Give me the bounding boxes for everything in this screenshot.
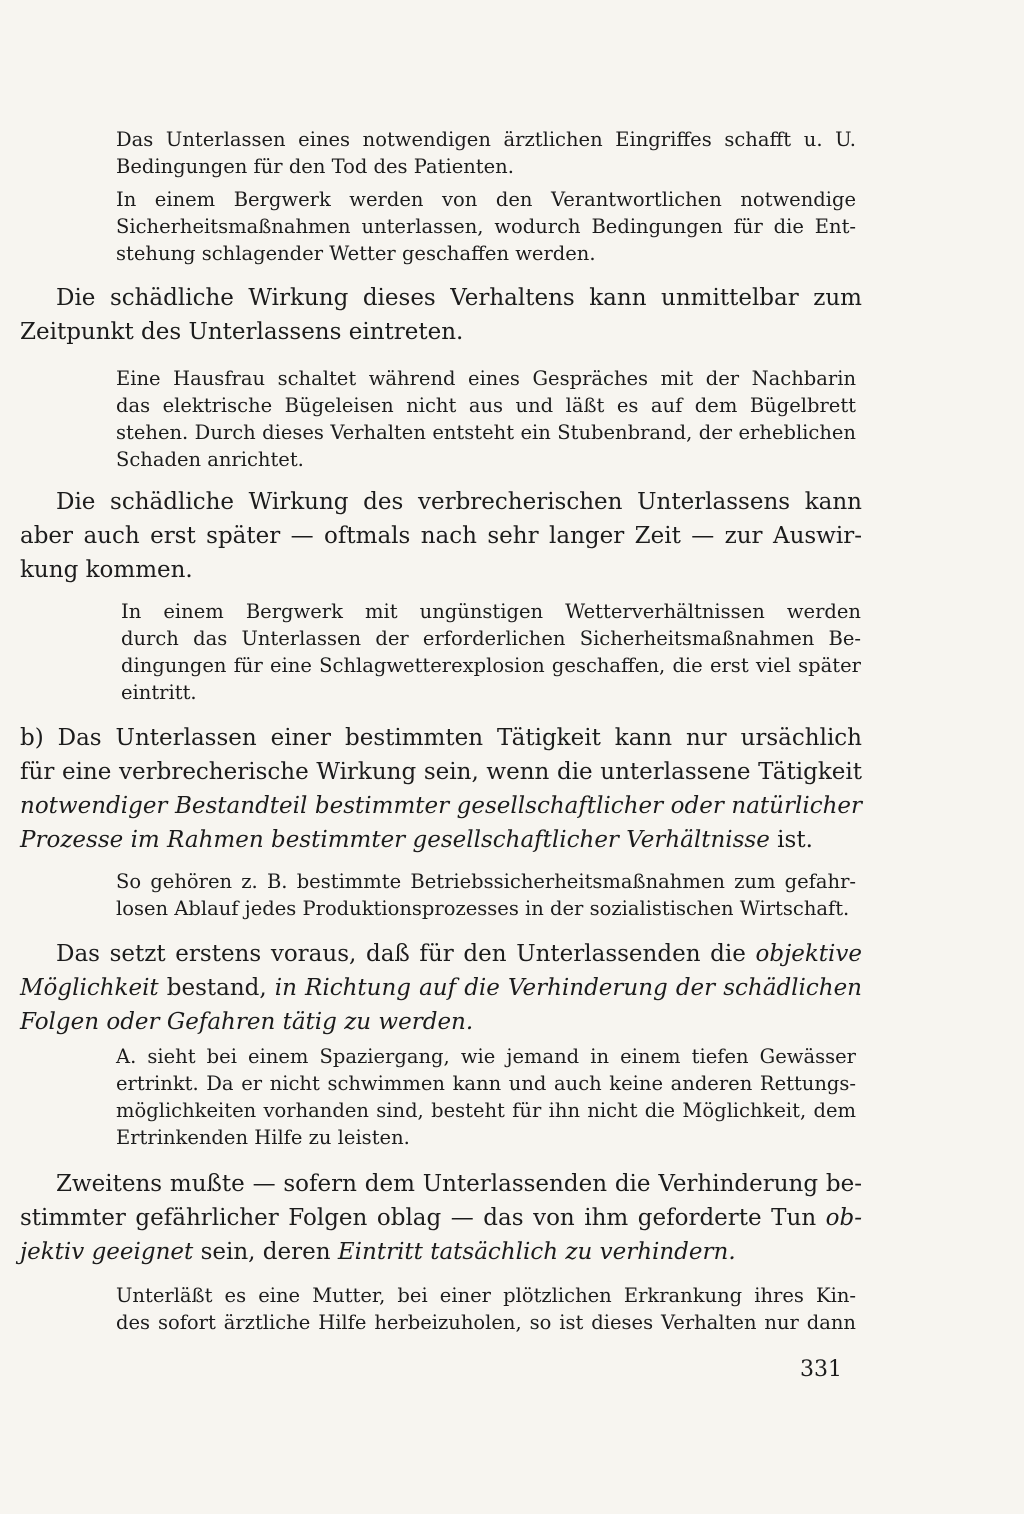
text-run: das elektrische Bügeleisen nicht aus und läßt es auf dem Bügelbrett bbox=[116, 394, 856, 417]
text-run: Schaden anrichtet. bbox=[116, 448, 304, 471]
text-line bbox=[20, 1167, 862, 1201]
text-run: eintritt. bbox=[121, 681, 197, 704]
example-paragraph bbox=[116, 126, 856, 180]
text-line bbox=[20, 823, 862, 857]
text-line bbox=[116, 1124, 856, 1151]
text-run: bestand, bbox=[158, 975, 275, 1001]
text-run: aber auch erst später — oftmals nach sehr langer Zeit — zur Auswir- bbox=[20, 523, 862, 549]
italic-text: Eintritt tatsächlich zu verhindern. bbox=[337, 1239, 736, 1265]
text-run: Die schädliche Wirkung des verbrecherischen Unterlassens kann bbox=[56, 489, 862, 515]
text-run: kung kommen. bbox=[20, 557, 193, 583]
text-line bbox=[116, 186, 856, 213]
text-line bbox=[116, 1097, 856, 1124]
text-line bbox=[116, 365, 856, 392]
text-run: In einem Bergwerk mit ungünstigen Wetterverhältnissen werden bbox=[121, 600, 861, 623]
text-run: losen Ablauf jedes Produktionsprozesses in der sozialistischen Wirtschaft. bbox=[116, 897, 850, 920]
text-run: stehung schlagender Wetter geschaffen werden. bbox=[116, 242, 596, 265]
text-run: Eine Hausfrau schaltet während eines Gespräches mit der Nachbarin bbox=[116, 367, 856, 390]
text-line bbox=[20, 971, 862, 1005]
text-run: möglichkeiten vorhanden sind, besteht für ihn nicht die Möglichkeit, dem bbox=[116, 1099, 856, 1122]
text-run: A. sieht bei einem Spaziergang, wie jemand in einem tiefen Gewässer bbox=[116, 1045, 856, 1068]
text-run: für eine verbrecherische Wirkung sein, wenn die unterlassene Tätigkeit bbox=[20, 759, 862, 785]
text-run: Das setzt erstens voraus, daß für den Unterlassenden die bbox=[56, 941, 756, 967]
example-paragraph bbox=[116, 186, 856, 267]
text-line bbox=[116, 895, 856, 922]
text-line bbox=[20, 755, 862, 789]
italic-text: Folgen oder Gefahren tätig zu werden. bbox=[20, 1009, 474, 1035]
text-line bbox=[116, 1043, 856, 1070]
text-line bbox=[20, 315, 862, 349]
text-run: Sicherheitsmaßnahmen unterlassen, wodurch Bedingungen für die Ent- bbox=[116, 215, 856, 238]
text-line bbox=[20, 789, 862, 823]
text-line bbox=[20, 1201, 862, 1235]
text-run: Das Unterlassen eines notwendigen ärztlichen Eingriffes schafft u. U. bbox=[116, 128, 856, 151]
text-run: dingungen für eine Schlagwetterexplosion geschaffen, die erst viel später bbox=[121, 654, 861, 677]
text-line bbox=[20, 519, 862, 553]
text-run: ertrinkt. Da er nicht schwimmen kann und auch keine anderen Rettungs- bbox=[116, 1072, 856, 1095]
text-run: des sofort ärztliche Hilfe herbeizuholen, so ist dieses Verhalten nur dann bbox=[116, 1311, 856, 1334]
text-line bbox=[116, 126, 856, 153]
text-run: Bedingungen für den Tod des Patienten. bbox=[116, 155, 514, 178]
text-run: stehen. Durch dieses Verhalten entsteht ein Stubenbrand, der erheblichen bbox=[116, 421, 856, 444]
italic-text: notwendiger Bestandteil bestimmter gesellschaftlicher oder natürlicher bbox=[20, 793, 862, 819]
text-run: b) Das Unterlassen einer bestimmten Tätigkeit kann nur ursächlich bbox=[20, 725, 862, 751]
text-run: Ertrinkenden Hilfe zu leisten. bbox=[116, 1126, 410, 1149]
text-line bbox=[20, 721, 862, 755]
italic-text: in Richtung auf die Verhinderung der schädlichen bbox=[274, 975, 862, 1001]
text-line bbox=[116, 392, 856, 419]
text-line bbox=[116, 868, 856, 895]
italic-text: objektive bbox=[755, 941, 862, 967]
text-line bbox=[20, 485, 862, 519]
italic-text: ob- bbox=[825, 1205, 862, 1231]
text-line bbox=[121, 625, 861, 652]
text-line bbox=[116, 1282, 856, 1309]
body-paragraph bbox=[20, 281, 862, 349]
body-paragraph bbox=[20, 1167, 862, 1269]
text-run: durch das Unterlassen der erforderlichen Sicherheitsmaßnahmen Be- bbox=[121, 627, 861, 650]
example-paragraph bbox=[116, 365, 856, 473]
text-line bbox=[116, 153, 856, 180]
italic-text: Prozesse im Rahmen bestimmter gesellschaftlicher Verhältnisse bbox=[20, 827, 770, 853]
text-line bbox=[121, 652, 861, 679]
text-line bbox=[116, 446, 856, 473]
example-paragraph bbox=[121, 598, 861, 706]
text-line bbox=[116, 1070, 856, 1097]
text-run: In einem Bergwerk werden von den Verantwortlichen notwendige bbox=[116, 188, 856, 211]
text-line bbox=[116, 213, 856, 240]
text-run: So gehören z. B. bestimmte Betriebssicherheitsmaßnahmen zum gefahr- bbox=[116, 870, 856, 893]
text-line bbox=[116, 1309, 856, 1336]
text-run: Zweitens mußte — sofern dem Unterlassenden die Verhinderung be- bbox=[56, 1171, 862, 1197]
text-line bbox=[20, 937, 862, 971]
text-run: Die schädliche Wirkung dieses Verhaltens kann unmittelbar zum bbox=[56, 285, 862, 311]
text-line bbox=[116, 240, 856, 267]
text-run: stimmter gefährlicher Folgen oblag — das von ihm geforderte Tun bbox=[20, 1205, 826, 1231]
body-paragraph bbox=[20, 937, 862, 1039]
text-line bbox=[121, 679, 861, 706]
text-line bbox=[121, 598, 861, 625]
body-paragraph bbox=[20, 721, 862, 857]
text-line bbox=[20, 553, 862, 587]
text-run: Unterläßt es eine Mutter, bei einer plötzlichen Erkrankung ihres Kin- bbox=[116, 1284, 856, 1307]
text-line bbox=[116, 419, 856, 446]
example-paragraph bbox=[116, 1282, 856, 1336]
text-line bbox=[20, 281, 862, 315]
text-run: Zeitpunkt des Unterlassens eintreten. bbox=[20, 319, 464, 345]
body-paragraph bbox=[20, 485, 862, 587]
text-line bbox=[20, 1235, 862, 1269]
example-paragraph bbox=[116, 1043, 856, 1151]
page-number: 331 bbox=[800, 1357, 842, 1382]
text-run: sein, deren bbox=[193, 1239, 338, 1265]
text-line bbox=[20, 1005, 862, 1039]
example-paragraph bbox=[116, 868, 856, 922]
italic-text: Möglichkeit bbox=[20, 975, 159, 1001]
text-run: ist. bbox=[769, 827, 813, 853]
italic-text: jektiv geeignet bbox=[20, 1239, 194, 1265]
